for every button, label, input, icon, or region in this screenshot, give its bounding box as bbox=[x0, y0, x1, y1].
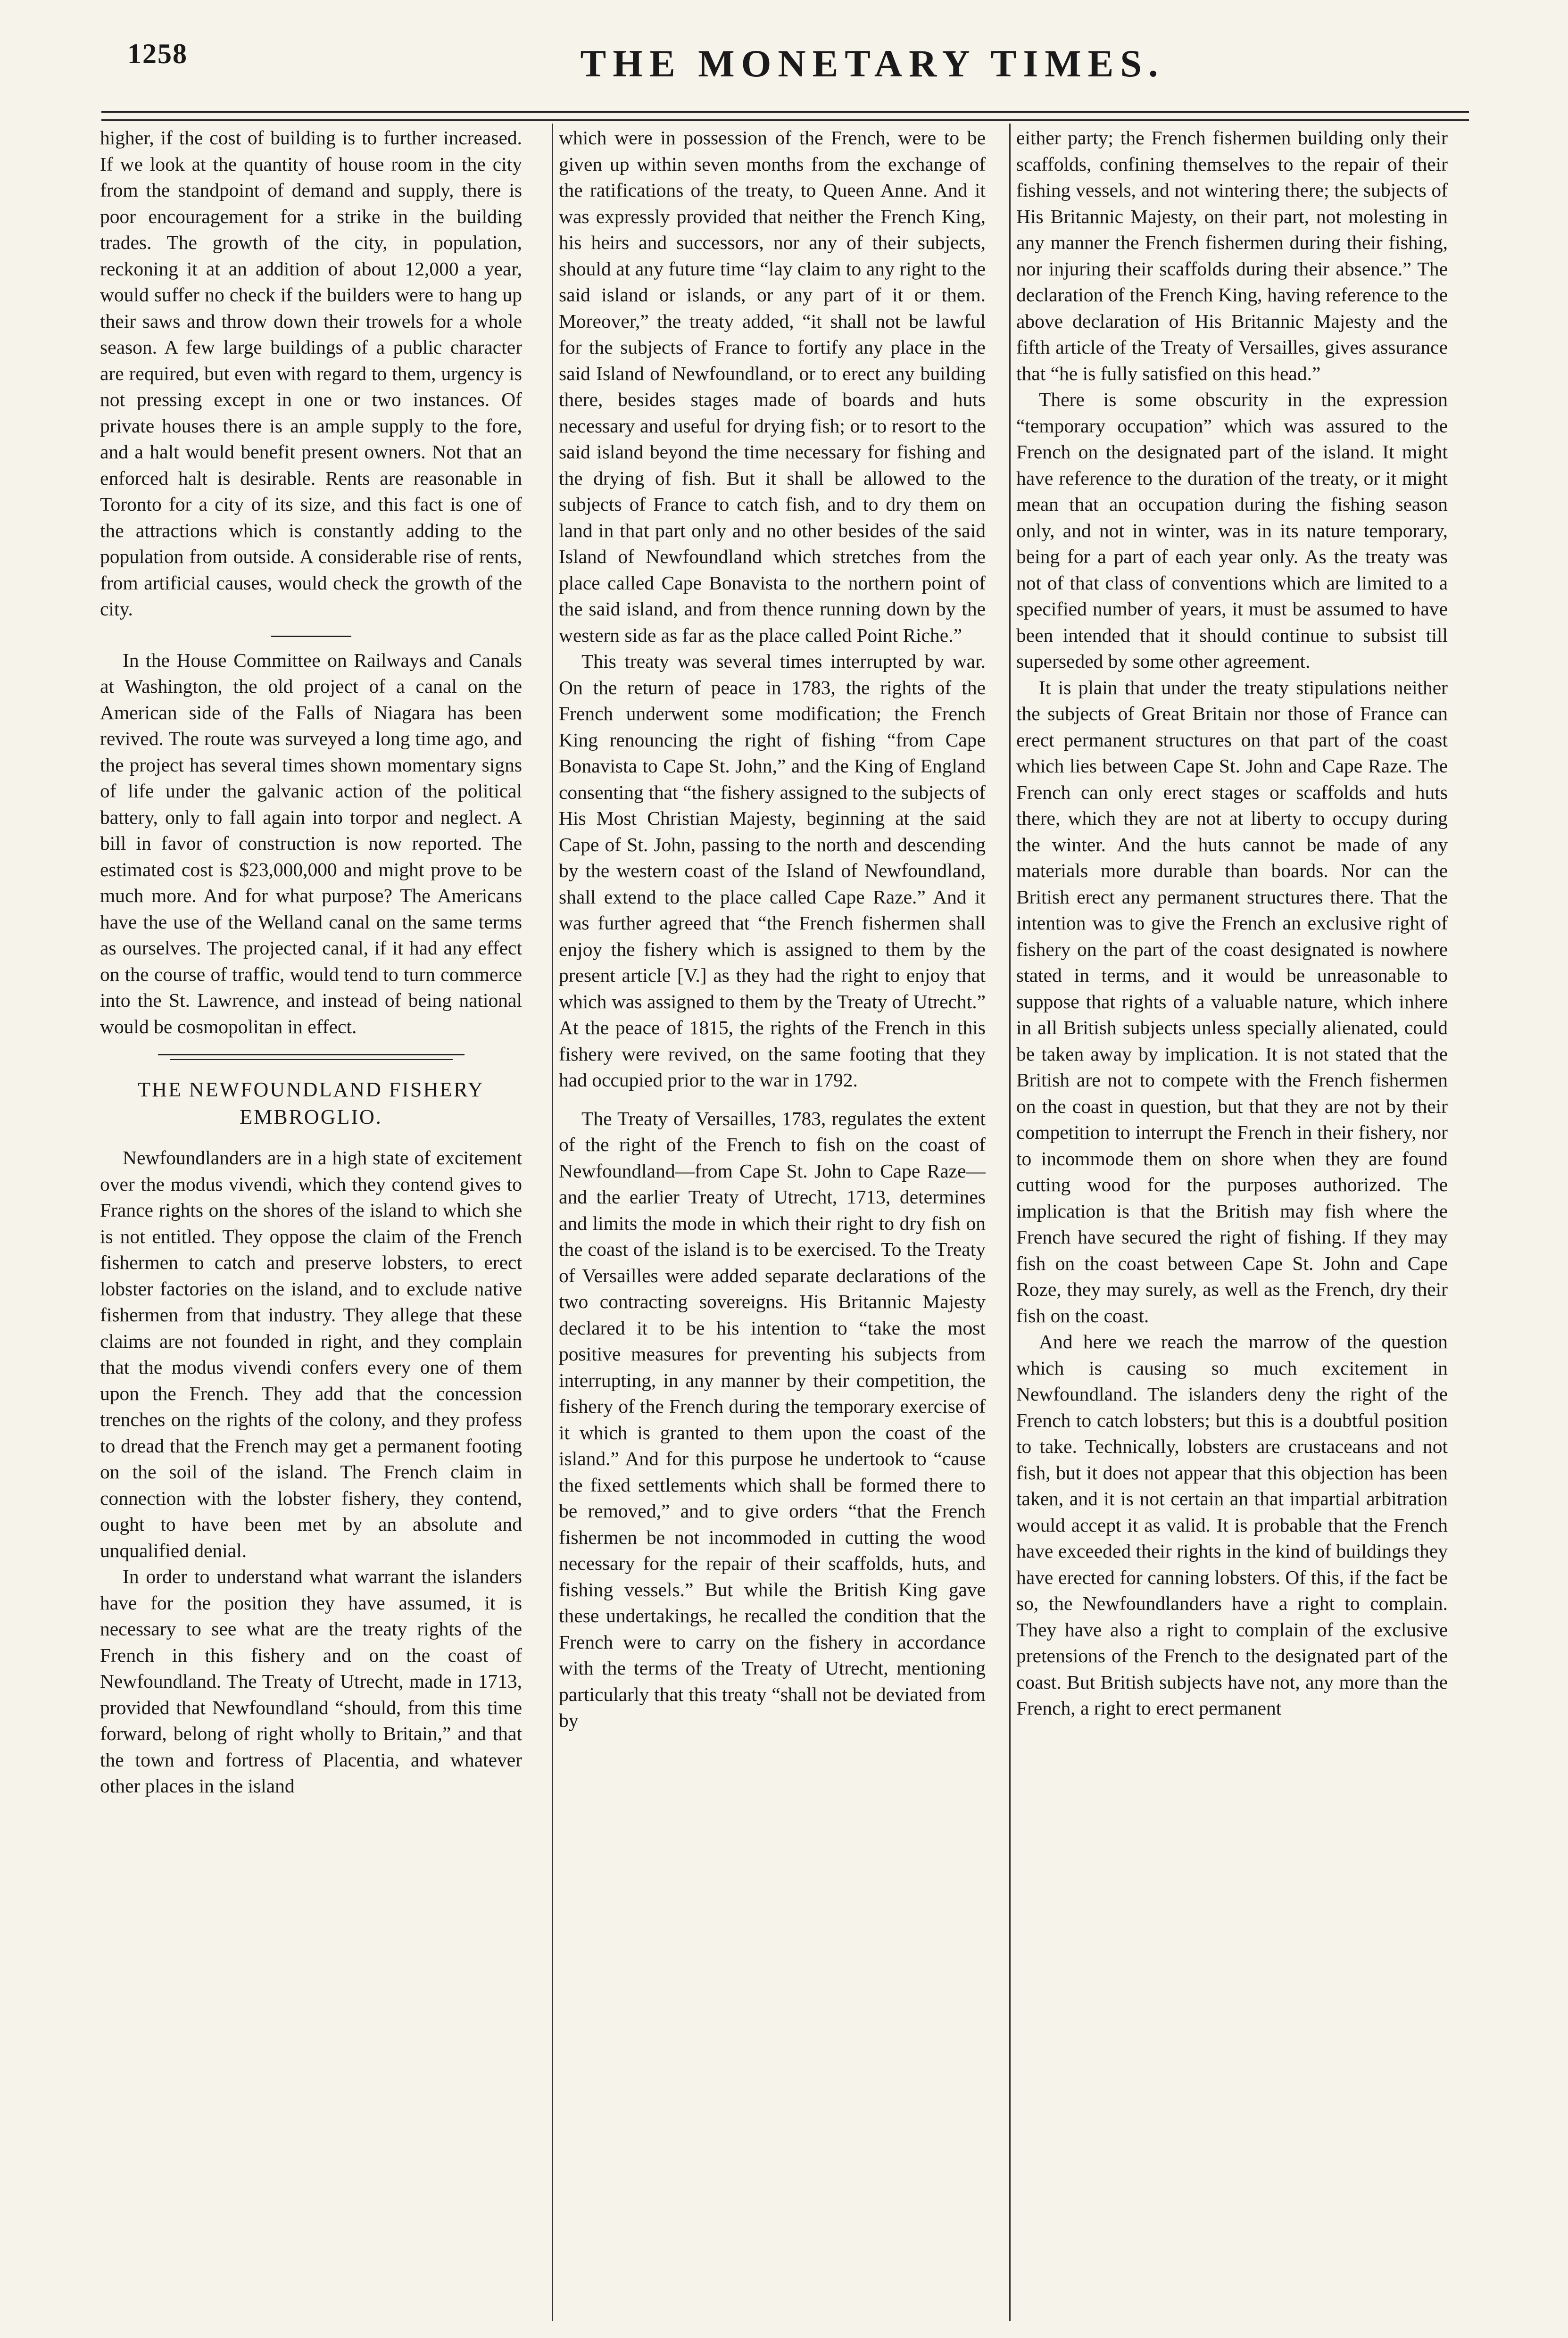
paragraph: higher, if the cost of building is to further increased. If we look at the quantity of house room in the city from the standpoint of demand and supply, there is poor encouragement for a strike in the building trades. The growth of the city, in population, reckoning it at an addition of about 12,000 a year, would suffer no check if the builders were to hang up their saws and throw down their trowels for a whole season. A few large buildings of a public character are required, but even with regard to them, urgency is not pressing except in one or two instances. Of private houses there is an ample supply to the fore, and a halt would benefit present owners. Not that an enforced halt is desirable. Rents are reasonable in Toronto for a city of its size, and this fact is one of the attractions which is constantly adding to the population from outside. A considerable rise of rents, from artificial causes, would check the growth of the city. bbox=[100, 127, 522, 620]
paragraph: either party; the French fishermen building only their scaffolds, confining themselves to the repair of their fishing vessels, and not wintering there; the subjects of His Britannic Majesty, on their part, not molesting in any manner the French fishermen during their fishing, nor injuring their scaffolds during their absence.” The declaration of the French King, having reference to the above declaration of His Britannic Majesty and the fifth article of the Treaty of Versailles, gives assurance that “he is fully satisfied on this head.” bbox=[1016, 127, 1448, 384]
article-heading-line: THE NEWFOUNDLAND FISHERY bbox=[138, 1078, 484, 1101]
article-heading-line: EMBROGLIO. bbox=[240, 1105, 382, 1128]
masthead-title: THE MONETARY TIMES. bbox=[580, 42, 1165, 85]
column-divider bbox=[552, 124, 553, 2321]
column-1 bbox=[100, 125, 522, 2318]
paragraph: Newfoundlanders are in a high state of excitement over the modus vivendi, which they contend gives to France rights on the shores of the island to which she is not entitled. They oppose the claim of the French fishermen to catch and preserve lobsters, to erect lobster factories on the island, and to exclude native fishermen from that industry. They allege that these claims are not founded in right, and they complain that the modus vivendi confers every one of them upon the French. They add that the concession trenches on the rights of the colony, and they profess to dread that the French may get a permanent footing on the soil of the island. The French claim in connection with the lobster fishery, they contend, ought to have been met by an absolute and unqualified denial. bbox=[100, 1147, 522, 1561]
paragraph: The Treaty of Versailles, 1783, regulates the extent of the right of the French to fish on the coast of Newfoundland—from Cape St. John to Cape Raze—and the earlier Treaty of Utrecht, 1713, determines and limits the mode in which their right to dry fish on the coast of the island is to be exercised. To the Treaty of Versailles were added separate declarations of the two contracting sovereigns. His Britannic Majesty declared it to be his intention to “take the most positive measures for preventing his subjects from interrupting, in any manner by their competition, the fishery of the French during the temporary exercise of it which is granted to them upon the coast of the island.” And for this purpose he undertook to “cause the fixed settlements which shall be formed there to be removed,” and to give orders “that the French fishermen be not incommoded in cutting the wood necessary for the repair of their scaffolds, huts, and fishing vessels.” But while the British King gave these undertakings, he recalled the condition that the French were to carry on the fishery in accordance with the terms of the Treaty of Utrecht, mentioning particularly that this treaty “shall not be deviated from by bbox=[559, 1107, 986, 1731]
paragraph: which were in possession of the French, were to be given up within seven months from the exchange of the ratifications of the treaty, to Queen Anne. And it was expressly provided that neither the French King, his heirs and successors, nor any of their subjects, should at any future time “lay claim to any right to the said island or islands, or any part of it or them. Moreover,” the treaty added, “it shall not be lawful for the subjects of France to fortify any place in the said Island of Newfoundland, or to erect any building there, besides stages made of boards and huts necessary and useful for drying fish; or to resort to the said island beyond the time necessary for fishing and the drying of fish. But it shall be allowed to the subjects of France to catch fish, and to dry them on land in that part only and no other besides of the said Island of Newfoundland which stretches from the place called Cape Bonavista to the northern point of the said island, and from thence running down by the western side as far as the place called Point Riche.” bbox=[559, 127, 986, 646]
heading-rule bbox=[158, 1054, 465, 1055]
paragraph: In the House Committee on Railways and Canals at Washington, the old project of a canal on the American side of the Falls of Niagara has been revived. The route was surveyed a long time ago, and the project has several times shown momentary signs of life under the galvanic action of the political battery, only to fall again into torpor and neglect. A bill in favor of construction is now reported. The estimated cost is $23,000,000 and might prove to be much more. And for what purpose? The Americans have the use of the Welland canal on the same terms as ourselves. The projected canal, if it had any effect on the course of traffic, would tend to turn commerce into the St. Lawrence, and instead of being national would be cosmopolitan in effect. bbox=[100, 649, 522, 1037]
page-number: 1258 bbox=[127, 38, 188, 69]
paragraph-gap bbox=[559, 1094, 986, 1106]
column-divider bbox=[1009, 124, 1011, 2321]
paragraph: This treaty was several times interrupted by war. On the return of peace in 1783, the rights of the French underwent some modification; the French King renouncing the right of fishing “from Cape Bonavista to Cape St. John,” and the King of England consenting that “the fishery assigned to the subjects of His Most Christian Majesty, beginning at the said Cape of St. John, passing to the north and descending by the western coast of the Island of Newfoundland, shall extend to the place called Cape Raze.” And it was further agreed that “the French fishermen shall enjoy the fishery which is assigned to them by the present article [V.] as they had the right to enjoy that which was assigned to them by the Treaty of Utrecht.” At the peace of 1815, the rights of the French in this fishery were revived, on the same footing that they had occupied prior to the war in 1792. bbox=[559, 650, 986, 1091]
paragraph: There is some obscurity in the expression “temporary occupation” which was assured to the French on the designated part of the island. It might have reference to the duration of the treaty, or it might mean that an occupation during the fishing season only, and not in winter, was in its nature temporary, being for a part of each year only. As the treaty was not of that class of conventions which are limited to a specified number of years, it must be assumed to have been intended that it should continue to subsist till superseded by some other agreement. bbox=[1016, 389, 1448, 672]
article-heading bbox=[100, 1076, 522, 1131]
header-rule-thin bbox=[101, 119, 1469, 121]
column-2 bbox=[559, 125, 986, 2318]
paragraph: In order to understand what warrant the islanders have for the position they have assumed, it is necessary to see what are the treaty rights of the French in this fishery and on the coast of Newfoundland. The Treaty of Utrecht, made in 1713, provided that Newfoundland “should, from this time forward, belong of right wholly to Britain,” and that the town and fortress of Placentia, and whatever other places in the island bbox=[100, 1566, 522, 1797]
heading-rule-thin bbox=[170, 1059, 453, 1060]
paragraph: It is plain that under the treaty stipulations neither the subjects of Great Britain nor those of France can erect permanent structures on that part of the coast which lies between Cape St. John and Cape Raze. The French can only erect stages or scaffolds and huts there, which they are not at liberty to occupy during the winter. And the huts cannot be made of any materials more durable than boards. Nor can the British erect any permanent structures there. That the intention was to give the French an exclusive right of fishery on the part of the coast designated is nowhere stated in terms, and it would be unreasonable to suppose that rights of a valuable nature, which inhere in all British subjects unless specially alienated, could be taken away by implication. It is not stated that the British are not to compete with the French fishermen on the coast in question, but that they are not by their competition to interrupt the French in their fishery, nor to incommode them on shore when they are found cutting wood for the purposes authorized. The implication is that the British may fish where the French have secured the right of fishing. If they may fish on the coast between Cape St. John and Cape Roze, they may surely, as well as the French, dry their fish on the coast. bbox=[1016, 676, 1448, 1327]
column-3 bbox=[1016, 125, 1448, 2318]
section-divider bbox=[271, 636, 351, 637]
paragraph: And here we reach the marrow of the question which is causing so much excitement in Newfoundland. The islanders deny the right of the French to catch lobsters; but this is a doubtful position to take. Technically, lobsters are crustaceans and not fish, but it does not appear that this objection has been taken, and it is not certain an that impartial arbitration would accept it as valid. It is probable that the French have exceeded their rights in the kind of buildings they have erected for canning lobsters. Of this, if the fact be so, the Newfoundlanders have a right to complain. They have also a right to complain of the exclusive pretensions of the French to the designated part of the coast. But British subjects have not, any more than the French, a right to erect permanent bbox=[1016, 1331, 1448, 1719]
header-rule bbox=[101, 111, 1469, 113]
